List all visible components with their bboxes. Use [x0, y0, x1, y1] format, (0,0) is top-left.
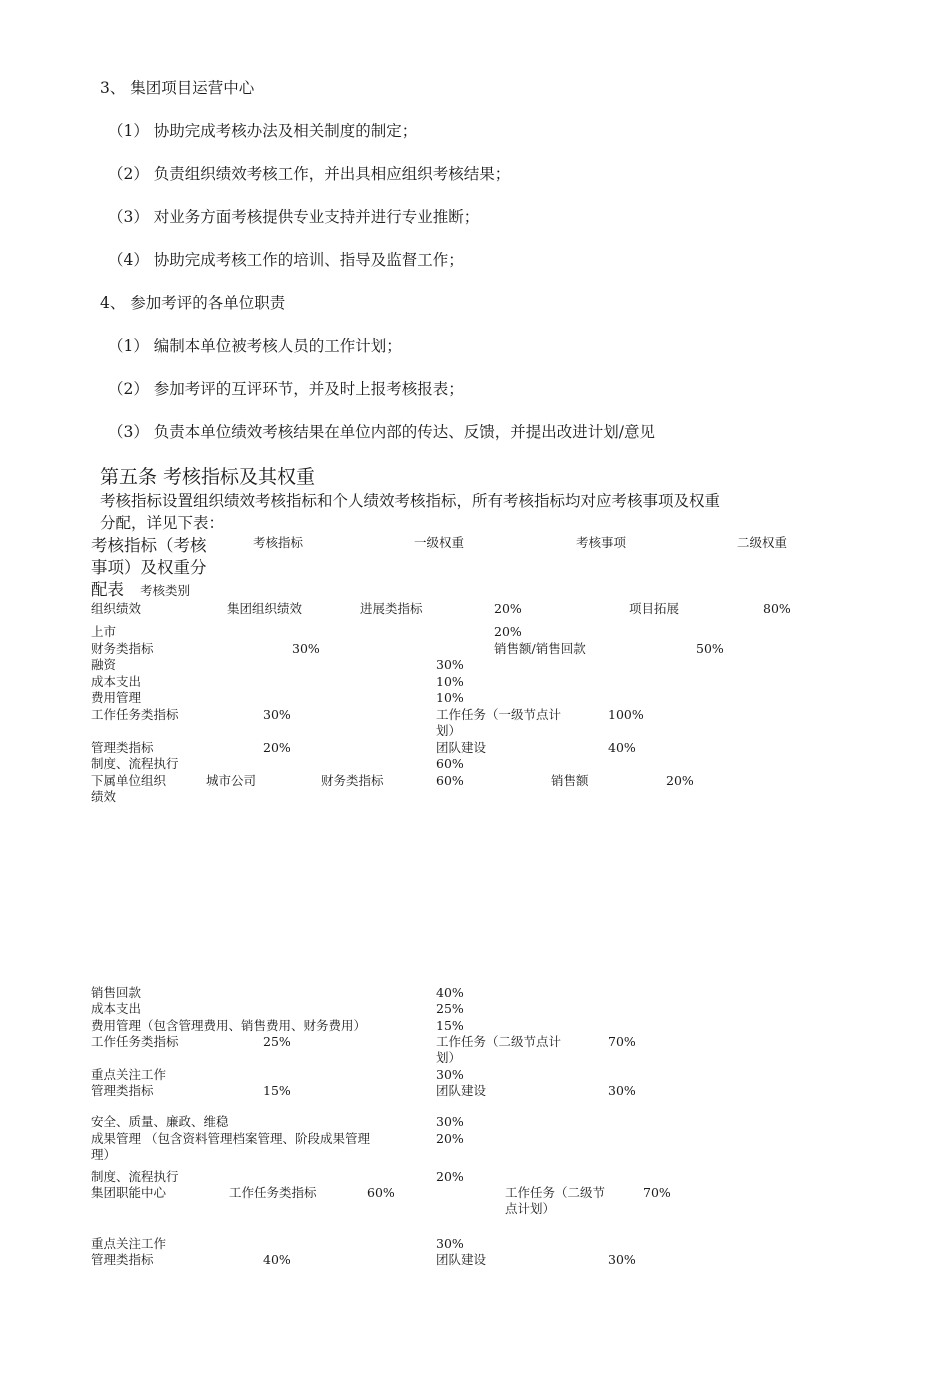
- table-cell: 25%: [263, 1034, 291, 1049]
- table-cell: 20%: [436, 1131, 464, 1146]
- table-cell: 集团组织绩效: [227, 601, 303, 616]
- table-cell: 50%: [696, 641, 724, 656]
- table-cell: 20%: [263, 740, 291, 755]
- table-cell: 30%: [292, 641, 320, 656]
- table-cell: 30%: [608, 1083, 636, 1098]
- table-cell: 工作任务（二级节: [505, 1185, 606, 1200]
- table-cell: 费用管理（包含管理费用、销售费用、财务费用）: [91, 1018, 367, 1033]
- table-cell: 绩效: [91, 789, 117, 804]
- table-caption-line-1: 考核指标（考核: [91, 536, 207, 555]
- table-cell: 理）: [91, 1147, 117, 1162]
- table-cell: 30%: [436, 1236, 464, 1251]
- table-cell: 安全、质量、廉政、维稳: [91, 1114, 229, 1129]
- table-cell: 销售额: [551, 773, 589, 788]
- table-cell: 60%: [436, 756, 464, 771]
- table-header-item: 考核事项: [576, 535, 627, 550]
- table-cell: 10%: [436, 690, 464, 705]
- table-cell: 20%: [666, 773, 694, 788]
- table-cell: 工作任务类指标: [91, 707, 179, 722]
- table-cell: 30%: [436, 1067, 464, 1082]
- table-cell: 进展类指标: [360, 601, 423, 616]
- section-4-item-2: （2） 参加考评的互评环节，并及时上报考核报表；: [108, 380, 464, 398]
- table-header-weight-2: 二级权重: [737, 535, 788, 550]
- table-cell: 工作任务类指标: [91, 1034, 179, 1049]
- table-cell: 40%: [608, 740, 636, 755]
- table-cell: 点计划）: [505, 1201, 556, 1216]
- table-caption-line-3: 配表: [91, 580, 124, 599]
- table-cell: 制度、流程执行: [91, 1169, 179, 1184]
- table-cell: 项目拓展: [629, 601, 680, 616]
- section-4-item-1: （1） 编制本单位被考核人员的工作计划；: [108, 337, 402, 355]
- table-cell: 30%: [436, 1114, 464, 1129]
- table-cell: 60%: [367, 1185, 395, 1200]
- table-cell: 融资: [91, 657, 117, 672]
- section-3-item-4: （4） 协助完成考核工作的培训、指导及监督工作；: [108, 251, 464, 269]
- table-cell: 管理类指标: [91, 740, 154, 755]
- table-cell: 80%: [763, 601, 791, 616]
- table-cell: 30%: [608, 1252, 636, 1267]
- section-3-item-2: （2） 负责组织绩效考核工作，并出具相应组织考核结果；: [108, 165, 511, 183]
- table-cell: 团队建设: [436, 1083, 487, 1098]
- section-3-item-3: （3） 对业务方面考核提供专业支持并进行专业推断；: [108, 208, 480, 226]
- article-5-desc-line-2: 分配，详见下表：: [100, 514, 225, 532]
- table-cell: 40%: [436, 985, 464, 1000]
- table-cell: 管理类指标: [91, 1083, 154, 1098]
- table-cell: 下属单位组织: [91, 773, 167, 788]
- table-cell: 重点关注工作: [91, 1236, 167, 1251]
- table-cell: 集团职能中心: [91, 1185, 167, 1200]
- table-cell: 划）: [436, 1050, 462, 1065]
- table-cell: 制度、流程执行: [91, 756, 179, 771]
- table-cell: 成本支出: [91, 1001, 142, 1016]
- table-header-weight-1: 一级权重: [414, 535, 465, 550]
- table-cell: 成果管理 （包含资料管理档案管理、阶段成果管理: [91, 1131, 370, 1146]
- table-cell: 10%: [436, 674, 464, 689]
- table-cell: 财务类指标: [321, 773, 384, 788]
- table-cell: 成本支出: [91, 674, 142, 689]
- table-header-indicator: 考核指标: [253, 535, 304, 550]
- table-cell: 20%: [494, 601, 522, 616]
- article-5-desc-line-1: 考核指标设置组织绩效考核指标和个人绩效考核指标，所有考核指标均对应考核事项及权重: [100, 492, 721, 510]
- table-cell: 70%: [608, 1034, 636, 1049]
- table-cell: 30%: [436, 657, 464, 672]
- table-cell: 财务类指标: [91, 641, 154, 656]
- table-cell: 团队建设: [436, 740, 487, 755]
- section-4-title: 4、 参加考评的各单位职责: [100, 294, 286, 312]
- table-cell: 销售额/销售回款: [494, 641, 586, 656]
- section-4-item-3: （3） 负责本单位绩效考核结果在单位内部的传达、反馈，并提出改进计划/意见: [108, 423, 656, 441]
- table-header-category: 考核类别: [140, 583, 191, 598]
- section-3-title: 3、 集团项目运营中心: [100, 79, 255, 97]
- table-cell: 费用管理: [91, 690, 142, 705]
- table-cell: 管理类指标: [91, 1252, 154, 1267]
- section-3-item-1: （1） 协助完成考核办法及相关制度的制定；: [108, 122, 418, 140]
- table-cell: 划）: [436, 723, 462, 738]
- table-caption-line-2: 事项）及权重分: [91, 558, 207, 577]
- table-cell: 20%: [436, 1169, 464, 1184]
- table-cell: 15%: [263, 1083, 291, 1098]
- table-cell: 25%: [436, 1001, 464, 1016]
- table-cell: 30%: [263, 707, 291, 722]
- table-cell: 工作任务（二级节点计: [436, 1034, 562, 1049]
- table-cell: 60%: [436, 773, 464, 788]
- table-cell: 100%: [608, 707, 644, 722]
- table-cell: 团队建设: [436, 1252, 487, 1267]
- table-cell: 上市: [91, 624, 117, 639]
- table-cell: 重点关注工作: [91, 1067, 167, 1082]
- article-5-title: 第五条 考核指标及其权重: [100, 466, 316, 488]
- table-cell: 工作任务类指标: [229, 1185, 317, 1200]
- table-cell: 组织绩效: [91, 601, 142, 616]
- table-cell: 70%: [643, 1185, 671, 1200]
- table-cell: 20%: [494, 624, 522, 639]
- table-cell: 城市公司: [206, 773, 257, 788]
- table-cell: 40%: [263, 1252, 291, 1267]
- table-cell: 15%: [436, 1018, 464, 1033]
- table-cell: 工作任务（一级节点计: [436, 707, 562, 722]
- table-cell: 销售回款: [91, 985, 142, 1000]
